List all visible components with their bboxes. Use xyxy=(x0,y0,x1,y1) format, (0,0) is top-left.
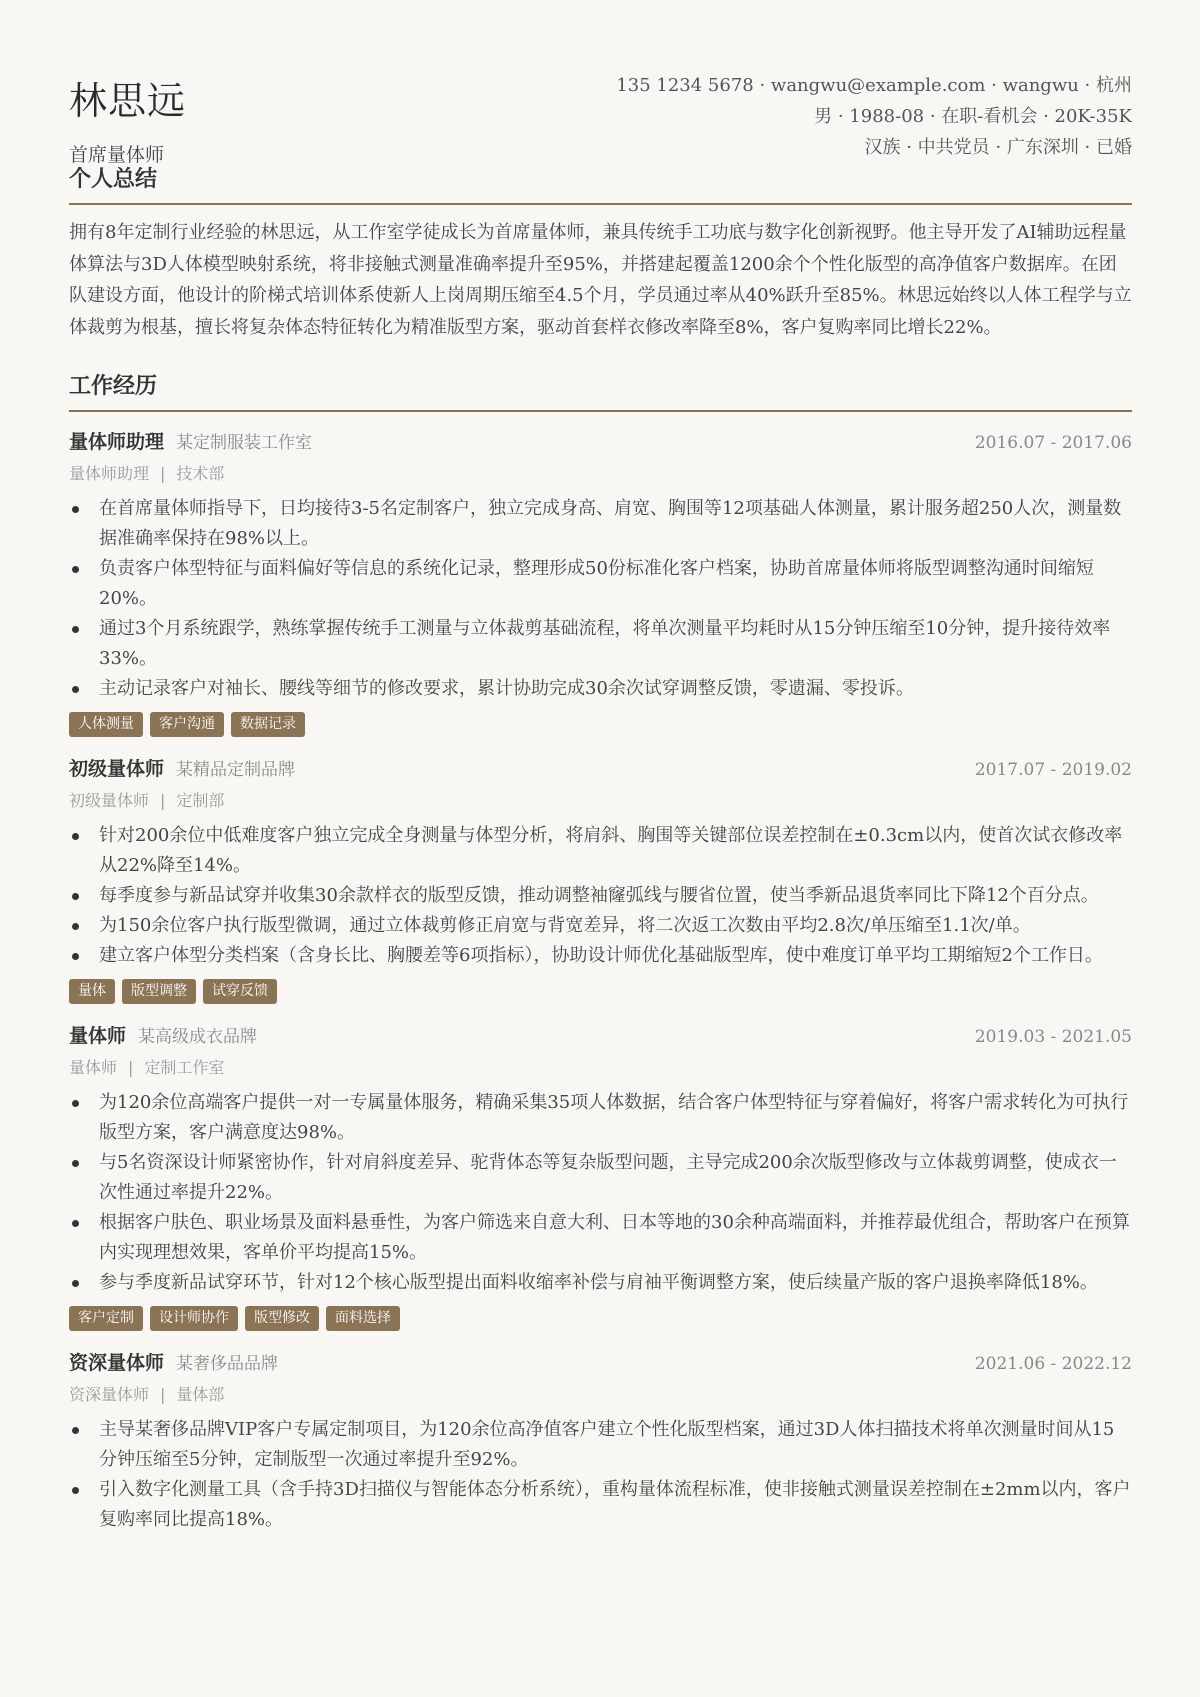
job-bullet: 为150余位客户执行版型微调，通过立体裁剪修正肩宽与背宽差异，将二次返工次数由平均2.8次/单压缩至1.1次/单。 xyxy=(69,911,1132,941)
job-role: 初级量体师 xyxy=(69,758,165,780)
job-header xyxy=(69,1347,1132,1379)
resume-content xyxy=(69,0,1132,1535)
skill-tag: 客户定制 xyxy=(69,1306,143,1331)
job-bullet: 主动记录客户对袖长、腰线等细节的修改要求，累计协助完成30余次试穿调整反馈，零遗漏、零投诉。 xyxy=(69,674,1132,704)
job-bullet: 建立客户体型分类档案（含身长比、胸腰差等6项指标），协助设计师优化基础版型库，使中难度订单平均工期缩短2个工作日。 xyxy=(69,941,1132,971)
skill-tag: 量体 xyxy=(69,979,115,1004)
job-header xyxy=(69,753,1132,785)
job-heading xyxy=(69,753,295,786)
skill-tag: 客户沟通 xyxy=(150,712,224,737)
job-bullet: 与5名资深设计师紧密协作，针对肩斜度差异、驼背体态等复杂版型问题，主导完成200余次版型修改与立体裁剪调整，使成衣一次性通过率提升22%。 xyxy=(69,1148,1132,1208)
separator: | xyxy=(160,464,166,483)
job-date: 2017.07 - 2019.02 xyxy=(974,760,1132,780)
candidate-name: 林思远 xyxy=(69,79,187,123)
section-heading-summary: 个人总结 xyxy=(69,162,1132,205)
separator: | xyxy=(160,791,166,810)
skill-tag: 面料选择 xyxy=(326,1306,400,1331)
skill-tag: 版型修改 xyxy=(245,1306,319,1331)
contact-info xyxy=(616,70,1132,163)
skill-tag: 版型调整 xyxy=(122,979,196,1004)
separator: | xyxy=(128,1058,134,1077)
skill-tag: 人体测量 xyxy=(69,712,143,737)
skill-tags xyxy=(69,979,1132,1004)
job-bullet: 为120余位高端客户提供一对一专属量体服务，精确采集35项人体数据，结合客户体型特征与穿着偏好，将客户需求转化为可执行版型方案，客户满意度达98%。 xyxy=(69,1088,1132,1148)
job-position: 初级量体师 xyxy=(69,791,150,810)
section-heading-work: 工作经历 xyxy=(69,369,1132,412)
job-position: 资深量体师 xyxy=(69,1385,150,1404)
job-bullet: 针对200余位中低难度客户独立完成全身测量与体型分析，将肩斜、胸围等关键部位误差控制在±0.3cm以内，使首次试衣修改率从22%降至14%。 xyxy=(69,821,1132,881)
job-bullet: 参与季度新品试穿环节，针对12个核心版型提出面料收缩率补偿与肩袖平衡调整方案，使后续量产版的客户退换率降低18%。 xyxy=(69,1268,1132,1298)
job-subline xyxy=(69,1052,1132,1084)
job-position: 量体师 xyxy=(69,1058,118,1077)
skill-tag: 数据记录 xyxy=(231,712,305,737)
job-header xyxy=(69,1020,1132,1052)
skill-tag: 设计师协作 xyxy=(150,1306,238,1331)
job-bullet: 根据客户肤色、职业场景及面料悬垂性，为客户筛选来自意大利、日本等地的30余种高端面料，并推荐最优组合，帮助客户在预算内实现理想效果，客单价平均提高15%。 xyxy=(69,1208,1132,1268)
job-date: 2016.07 - 2017.06 xyxy=(974,433,1132,453)
job-entry xyxy=(69,753,1132,1004)
job-heading xyxy=(69,1347,278,1380)
job-list xyxy=(69,426,1132,1535)
skill-tag: 试穿反馈 xyxy=(203,979,277,1004)
job-company: 某精品定制品牌 xyxy=(176,760,296,780)
work-section xyxy=(69,369,1132,1535)
job-department: 定制部 xyxy=(176,791,225,810)
job-role: 量体师助理 xyxy=(69,431,165,453)
job-entry xyxy=(69,1347,1132,1535)
contact-line: 135 1234 5678 · wangwu@example.com · wangwu · 杭州 xyxy=(616,75,1132,96)
job-bullets xyxy=(69,1415,1132,1535)
job-date: 2019.03 - 2021.05 xyxy=(974,1027,1132,1047)
job-department: 定制工作室 xyxy=(144,1058,225,1077)
job-department: 量体部 xyxy=(176,1385,225,1404)
job-role: 量体师 xyxy=(69,1025,127,1047)
job-subline xyxy=(69,1379,1132,1411)
separator: | xyxy=(160,1385,166,1404)
job-entry xyxy=(69,426,1132,737)
job-date: 2021.06 - 2022.12 xyxy=(974,1354,1132,1374)
contact-line: 汉族 · 中共党员 · 广东深圳 · 已婚 xyxy=(864,137,1132,158)
resume-header xyxy=(69,0,1132,166)
job-header xyxy=(69,426,1132,458)
job-bullet: 引入数字化测量工具（含手持3D扫描仪与智能体态分析系统），重构量体流程标准，使非接触式测量误差控制在±2mm以内，客户复购率同比提高18%。 xyxy=(69,1475,1132,1535)
job-bullets xyxy=(69,1088,1132,1298)
job-subline xyxy=(69,785,1132,817)
job-bullet: 主导某奢侈品牌VIP客户专属定制项目，为120余位高净值客户建立个性化版型档案，通过3D人体扫描技术将单次测量时间从15分钟压缩至5分钟，定制版型一次通过率提升至92%。 xyxy=(69,1415,1132,1475)
job-bullet: 负责客户体型特征与面料偏好等信息的系统化记录，整理形成50份标准化客户档案，协助首席量体师将版型调整沟通时间缩短20%。 xyxy=(69,554,1132,614)
job-bullet: 在首席量体师指导下，日均接待3-5名定制客户，独立完成身高、肩宽、胸围等12项基础人体测量，累计服务超250人次，测量数据准确率保持在98%以上。 xyxy=(69,494,1132,554)
job-subline xyxy=(69,458,1132,490)
job-bullet: 每季度参与新品试穿并收集30余款样衣的版型反馈，推动调整袖窿弧线与腰省位置，使当季新品退货率同比下降12个百分点。 xyxy=(69,881,1132,911)
job-company: 某高级成衣品牌 xyxy=(138,1027,258,1047)
job-bullets xyxy=(69,821,1132,971)
skill-tags xyxy=(69,1306,1132,1331)
job-role: 资深量体师 xyxy=(69,1352,165,1374)
job-company: 某定制服装工作室 xyxy=(176,433,313,453)
summary-section xyxy=(69,162,1132,343)
skill-tags xyxy=(69,712,1132,737)
job-heading xyxy=(69,426,312,459)
job-bullet: 通过3个月系统跟学，熟练掌握传统手工测量与立体裁剪基础流程，将单次测量平均耗时从15分钟压缩至10分钟，提升接待效率33%。 xyxy=(69,614,1132,674)
job-position: 量体师助理 xyxy=(69,464,150,483)
job-heading xyxy=(69,1020,257,1053)
job-department: 技术部 xyxy=(176,464,225,483)
candidate-title: 首席量体师 xyxy=(69,144,165,166)
job-company: 某奢侈品品牌 xyxy=(176,1354,279,1374)
contact-line: 男 · 1988-08 · 在职-看机会 · 20K-35K xyxy=(814,106,1132,127)
job-entry xyxy=(69,1020,1132,1331)
summary-text: 拥有8年定制行业经验的林思远，从工作室学徒成长为首席量体师，兼具传统手工功底与数字化创新视野。他主导开发了AI辅助远程量体算法与3D人体模型映射系统，将非接触式测量准确率提升至95%，并搭建起覆盖1200余个个性化版型的高净值客户数据库。在团队建设方面，他设计的阶梯式培训体系使新人上岗周期压缩至4.5个月，学员通过率从40%跃升至85%。林思远始终以人体工程学与立体裁剪为根基，擅长将复杂体态特征转化为精准版型方案，驱动首套样衣修改率降至8%，客户复购率同比增长22%。 xyxy=(69,222,1132,338)
job-bullets xyxy=(69,494,1132,704)
